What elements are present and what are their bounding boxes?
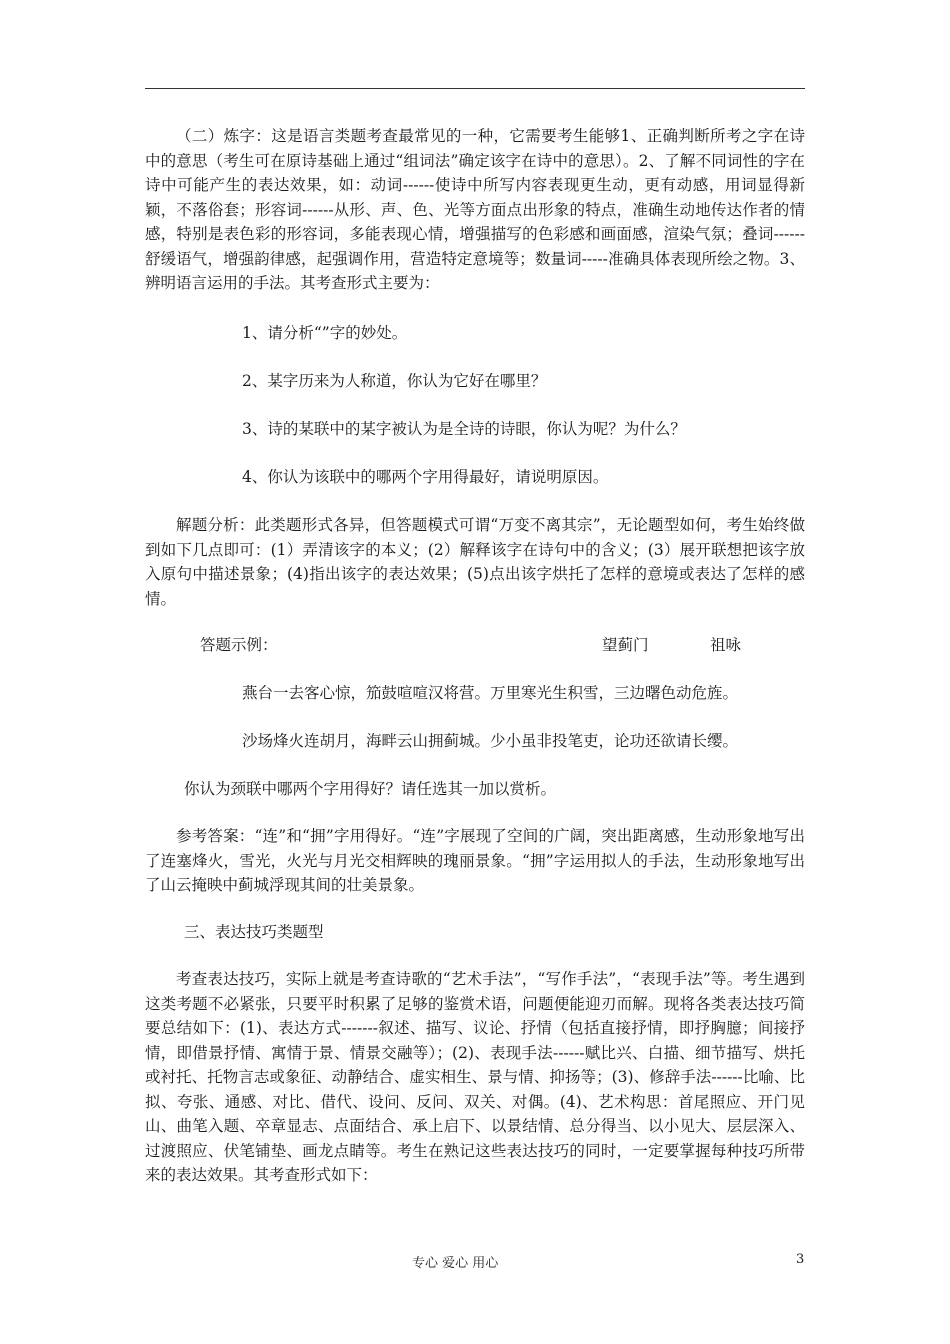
footer-motto: 专心 爱心 用心 [412, 1256, 499, 1271]
reference-answer: 参考答案：“连”和“拥”字用得好。“连”字展现了空间的广阔，突出距离感，生动形象地写出了连塞烽火，雪光，火光与月光交相辉映的瑰丽景象。“拥”字运用拟人的手法，生动形象地写出了山云掩映中蓟城浮现其间的壮美景象。 [145, 827, 805, 894]
question-3: 3、诗的某联中的某字被认为是全诗的诗眼，你认为呢？为什么？ [242, 420, 686, 438]
paragraph-analysis: 解题分析：此类题形式各异，但答题模式可谓“万变不离其宗”，无论题型如何，考生始终做到如下几点即可：(1）弄清该字的本义；(2）解释该字在诗句中的含义；(3）展开联想把该字放入原句中描述景象；(4)指出该字的表达效果；(5)点出该字烘托了怎样的意境或表达了怎样的感情。 [145, 516, 805, 608]
page-number: 3 [796, 1252, 805, 1267]
poem-line-1: 燕台一去客心惊，笳鼓喧喧汉将营。万里寒光生积雪，三边曙色动危旌。 [242, 684, 739, 702]
question-4: 4、你认为该联中的哪两个字用得最好，请说明原因。 [242, 468, 609, 486]
section-3-body: 考查表达技巧，实际上就是考查诗歌的“艺术手法”，“写作手法”，“表现手法”等。考生遇到这类考题不必紧张，只要平时积累了足够的鉴赏术语，问题便能迎刃而解。现将各类表达技巧简要总结如下：(1)、表达方式-------叙述、描写、议论、抒情（包括直接抒情，即抒胸臆；间接抒情，即借景抒情、寓情于景、情景交融等）；(2)、表现手法------赋比兴、白描、细节描写、烘托或衬托、托物言志或象征、动静结合、虚实相生、景与情、抑扬等；(3)、修辞手法------比喻、比拟、夸张、通感、对比、借代、设问、反问、双关、对偶。(4)、艺术构思：首尾照应、开门见山、曲笔入题、卒章显志、点面结合、承上启下、以景结情、总分得当、以小见大、层层深入、过渡照应、伏笔铺垫、画龙点睛等。考生在熟记这些表达技巧的同时，一定要掌握每种技巧所带来的表达效果。其考查形式如下： [145, 970, 805, 1184]
poem-author: 祖咏 [710, 636, 742, 654]
header-rule [145, 88, 805, 89]
poem-title: 望蓟门 [602, 636, 649, 654]
question-2: 2、某字历来为人称道，你认为它好在哪里？ [242, 372, 547, 390]
poem-question: 你认为颈联中哪两个字用得好？请任选其一加以赏析。 [184, 780, 557, 798]
poem-line-2: 沙场烽火连胡月，海畔云山拥蓟城。少小虽非投笔吏，论功还欲请长缨。 [242, 732, 739, 750]
question-1: 1、请分析“”字的妙处。 [242, 324, 408, 342]
example-label: 答题示例： [200, 636, 278, 654]
section-3-title: 三、表达技巧类题型 [184, 923, 324, 941]
paragraph-lianzi: （二）炼字：这是语言类题考查最常见的一种，它需要考生能够1、正确判断所考之字在诗中的意思（考生可在原诗基础上通过“组词法”确定该字在诗中的意思）。2、了解不同词性的字在诗中可能产生的表达效果，如：动词------使诗中所写内容表现更生动，更有动感，用词显得新颖，不落俗套；形容词------从形、声、色、光等方面点出形象的特点，准确生动地传达作者的情感，特别是表色彩的形容词，多能表现心情，增强描写的色彩感和画面感，渲染气氛；叠词------舒缓语气，增强韵律感，起强调作用，营造特定意境等；数量词-----准确具体表现所绘之物。3、辨明语言运用的手法。其考查形式主要为： [145, 127, 805, 292]
